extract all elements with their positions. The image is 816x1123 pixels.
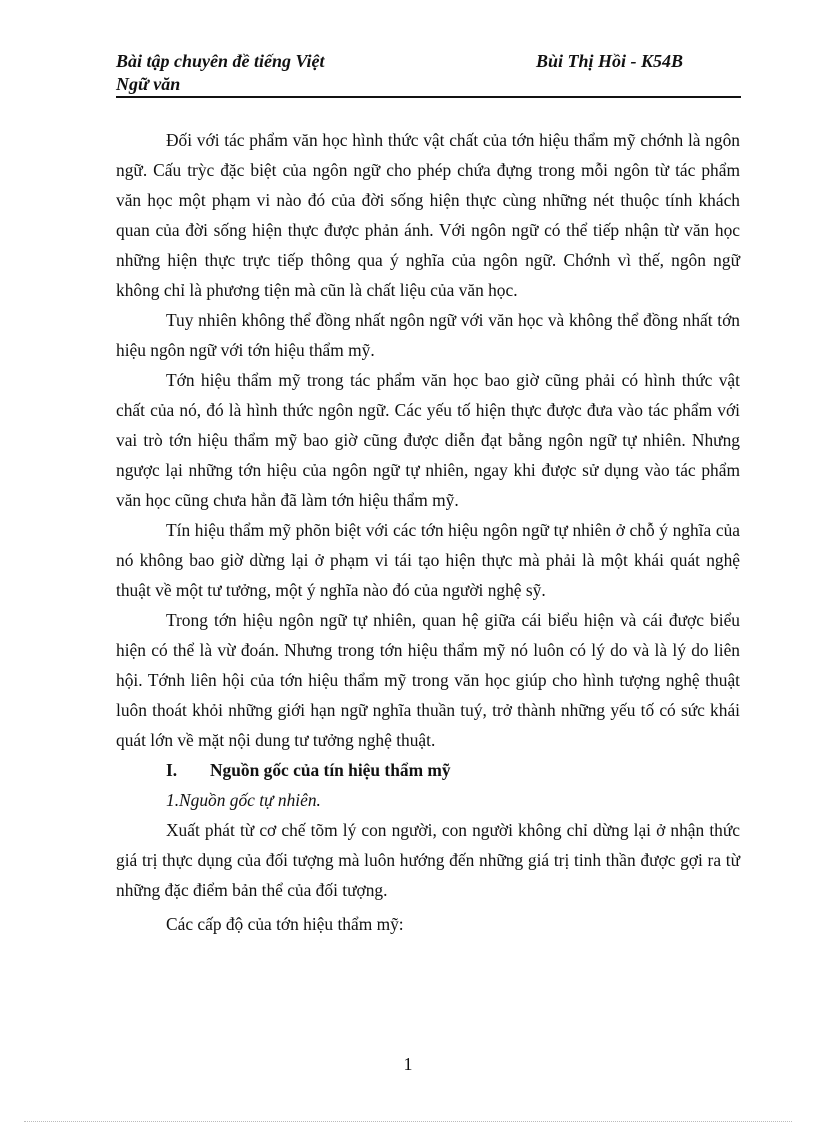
paragraph-1: Đối với tác phẩm văn học hình thức vật chất của tớn hiệu thẩm mỹ chớnh là ngôn ngữ. Cấu trỳc đặc biệt của ngôn ngữ cho phép chứa đựng trong mỗi ngôn từ tác phẩm văn học một phạm vi nào đó của đời sống hiện thực cùng những nét thuộc tính khách quan của đời sống hiện thực được phản ánh. Với ngôn ngữ có thể tiếp nhận từ văn học những hiện thực trực tiếp thông qua ý nghĩa của ngôn ngữ. Chớnh vì thế, ngôn ngữ không chỉ là phương tiện mà cũn là chất liệu của văn học.: [116, 130, 740, 300]
header-course-line1: Bài tập chuyên đề tiếng Việt: [116, 51, 325, 71]
section-heading: [116, 755, 740, 785]
section-number: I.: [166, 760, 178, 780]
section-title: Nguồn gốc của tín hiệu thẩm mỹ: [210, 760, 451, 780]
header-author: Bùi Thị Hồi - K54B: [536, 51, 684, 71]
header-course-line2: Ngữ văn: [116, 74, 181, 94]
page-header: [116, 50, 741, 98]
subsection-heading: 1.Nguồn gốc tự nhiên.: [166, 790, 321, 810]
paragraph-4: Tín hiệu thẩm mỹ phõn biệt với các tớn hiệu ngôn ngữ tự nhiên ở chỗ ý nghĩa của nó không bao giờ dừng lại ở phạm vi tái tạo hiện thực mà phải là một khái quát nghệ thuật về một tư tưởng, một ý nghĩa nào đó của người nghệ sỹ.: [116, 520, 740, 600]
paragraph-2: Tuy nhiên không thể đồng nhất ngôn ngữ với văn học và không thể đồng nhất tớn hiệu ngôn ngữ với tớn hiệu thẩm mỹ.: [116, 310, 740, 360]
header-course: [116, 50, 325, 96]
levels-line: Các cấp độ của tớn hiệu thẩm mỹ:: [166, 914, 404, 934]
document-body: [116, 125, 740, 939]
paragraph-5: Trong tớn hiệu ngôn ngữ tự nhiên, quan hệ giữa cái biểu hiện và cái được biểu hiện có thể là vừ đoán. Nhưng trong tớn hiệu thẩm mỹ nó luôn có lý do và là lý do liên hội. Tớnh liên hội của tớn hiệu thẩm mỹ trong văn học giúp cho hình tượng nghệ thuật luôn thoát khỏi những giới hạn ngữ nghĩa thuần tuý, trở thành những yếu tố có sức khái quát lớn về mặt nội dung tư tưởng nghệ thuật.: [116, 610, 740, 750]
paragraph-3: Tớn hiệu thẩm mỹ trong tác phẩm văn học bao giờ cũng phải có hình thức vật chất của nó, đó là hình thức ngôn ngữ. Các yếu tố hiện thực được đưa vào tác phẩm với vai trò tớn hiệu thẩm mỹ bao giờ cũng được diễn đạt bằng ngôn ngữ tự nhiên. Nhưng ngược lại những tớn hiệu của ngôn ngữ tự nhiên, ngay khi được sử dụng vào tác phẩm văn học cũng chưa hẳn đã làm tớn hiệu thẩm mỹ.: [116, 370, 740, 510]
paragraph-6: Xuất phát từ cơ chế tõm lý con người, con người không chỉ dừng lại ở nhận thức giá trị thực dụng của đối tượng mà luôn hướng đến những giá trị tinh thần được gợi ra từ những đặc điểm bản thể của đối tượng.: [116, 820, 740, 900]
page-number: 1: [403, 1054, 413, 1074]
page-bottom-divider: [24, 1121, 792, 1122]
